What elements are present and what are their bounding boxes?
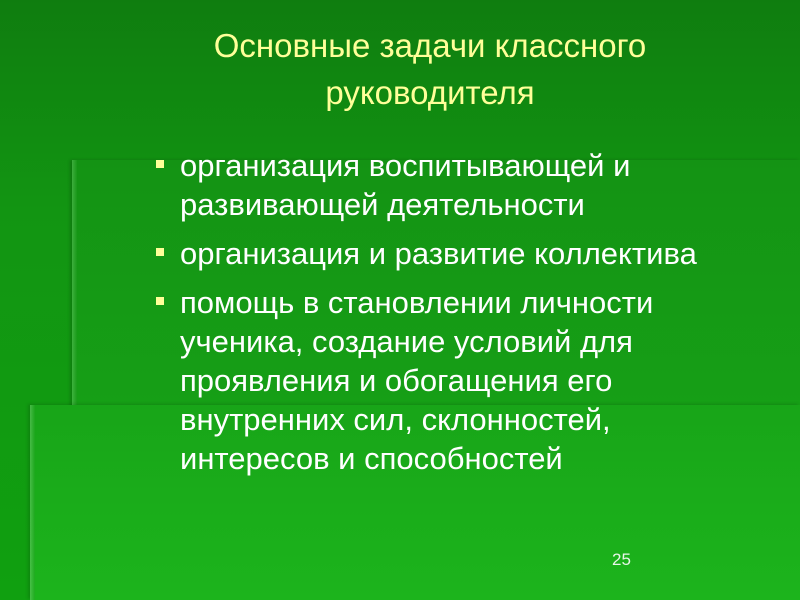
square-bullet-icon — [156, 160, 164, 168]
bullet-text: организация воспитывающей и развивающей деятельности — [180, 148, 631, 222]
square-bullet-icon — [156, 248, 164, 256]
bullet-text: организация и развитие коллектива — [180, 236, 697, 271]
list-item — [148, 234, 768, 273]
bullet-list — [148, 146, 768, 488]
list-item — [148, 146, 768, 224]
bullet-text: помощь в становлении личности ученика, создание условий для проявления и обогащения его внутренних сил, склонностей, интересов и способностей — [180, 285, 654, 476]
slide-title: Основные задачи классного руководителя — [213, 27, 647, 111]
page-number: 25 — [612, 550, 631, 569]
list-item — [148, 283, 768, 478]
background-divider-lower — [30, 405, 35, 600]
square-bullet-icon — [156, 297, 164, 305]
